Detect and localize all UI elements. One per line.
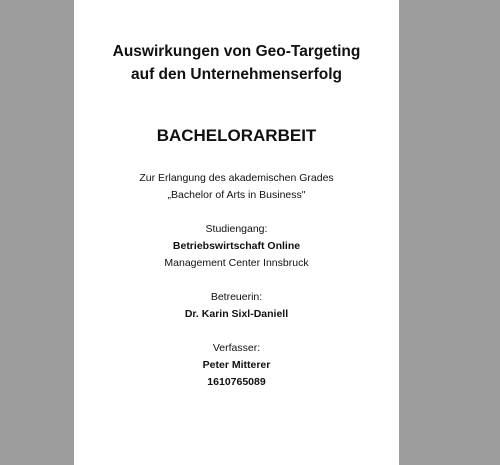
supervisor-label: Betreuerin:	[210, 291, 263, 303]
author-label: Verfasser:	[212, 342, 261, 354]
program-label: Studiengang:	[205, 223, 268, 235]
document-type-heading: BACHELORARBEIT	[156, 126, 317, 145]
title-page	[74, 0, 399, 465]
degree-purpose-line-1: Zur Erlangung des akademischen Grades	[139, 172, 334, 184]
institution-name: Management Center Innsbruck	[164, 257, 309, 269]
thesis-title-line-2: auf den Unternehmenserfolg	[131, 66, 342, 83]
degree-purpose-line-2: „Bachelor of Arts in Business"	[167, 189, 306, 201]
supervisor-name: Dr. Karin Sixl-Daniell	[184, 308, 289, 320]
thesis-title-line-1: Auswirkungen von Geo-Targeting	[112, 43, 361, 60]
program-name: Betriebswirtschaft Online	[172, 240, 301, 252]
author-name: Peter Mitterer	[202, 359, 271, 371]
student-id: 1610765089	[207, 376, 266, 388]
